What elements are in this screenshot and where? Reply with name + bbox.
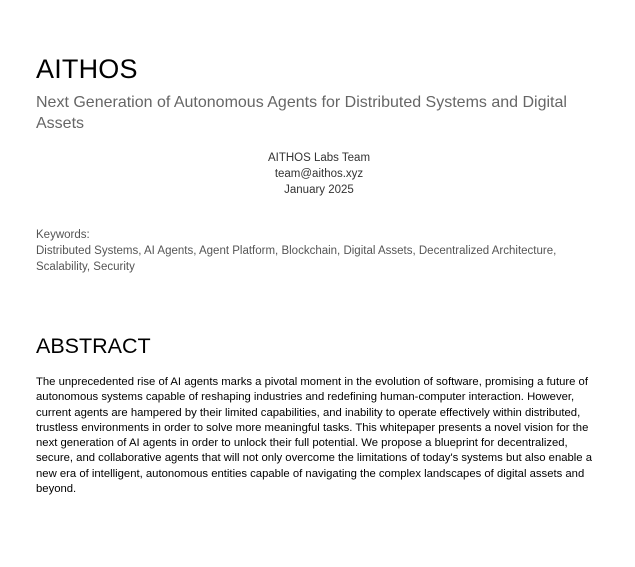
keywords-label: Keywords: (36, 229, 90, 241)
abstract-body: The unprecedented rise of AI agents marks a pivotal moment in the evolution of software, promising a future of autonomous systems capable of reshaping industries and redefining human-computer interaction. However, current agents are hampered by their limited capabilities, and inability to operate effectively within distributed, trustless environments in order to solve more meaningful tasks. This whitepaper presents a novel vision for the next generation of AI agents in order to unlock their full potential. We propose a blueprint for decentralized, secure, and collaborative agents that will not only overcome the limitations of today's systems but also enable a new era of intelligent, autonomous entities capable of navigating the complex landscapes of digital assets and beyond. (36, 376, 593, 496)
abstract-heading: ABSTRACT (36, 334, 151, 358)
author-block (36, 150, 602, 198)
document-subtitle: Next Generation of Autonomous Agents for Distributed Systems and Digital Assets (36, 94, 567, 132)
keywords-section (36, 227, 602, 275)
author-email: team@aithos.xyz (274, 168, 364, 180)
document-title: AITHOS (36, 54, 138, 84)
author-team: AITHOS Labs Team (267, 152, 371, 164)
keywords-list: Distributed Systems, AI Agents, Agent Platform, Blockchain, Digital Assets, Decentralized Architecture, Scalability, Security (36, 245, 557, 273)
publication-date: January 2025 (284, 184, 354, 196)
